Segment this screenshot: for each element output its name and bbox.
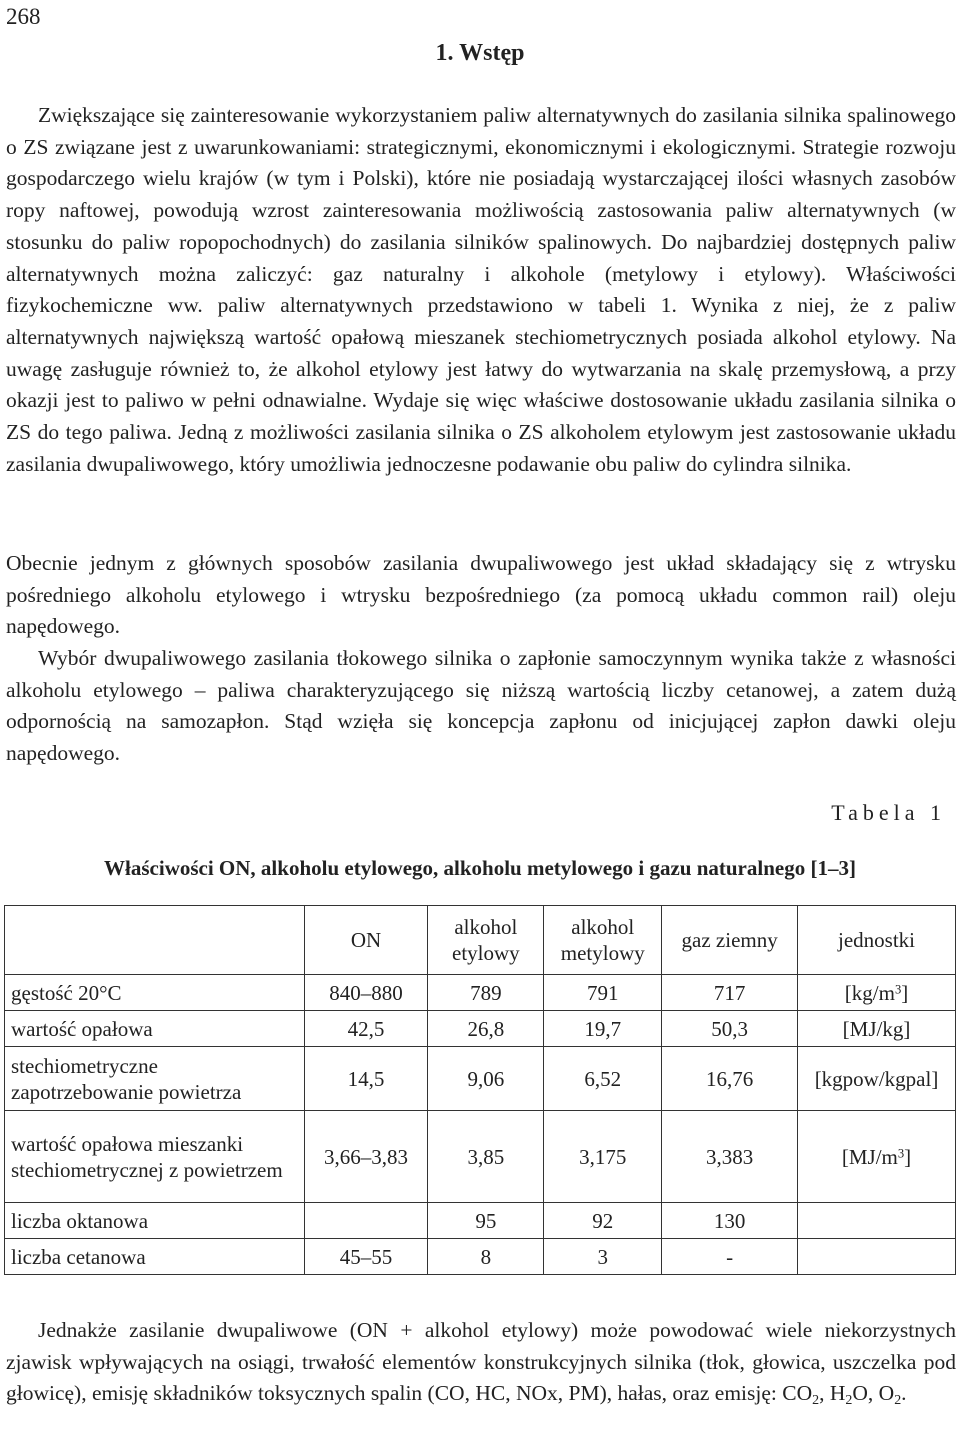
cell-on: 42,5	[304, 1011, 428, 1047]
table-row	[5, 1111, 956, 1203]
cell-on: 840–880	[304, 975, 428, 1011]
header-cell: alkohol metylowy	[544, 906, 662, 975]
header-cell: jednostki	[798, 906, 956, 975]
row-label: gęstość 20°C	[5, 975, 305, 1011]
cell-unit	[798, 1239, 956, 1275]
unit-sup: 3	[894, 982, 902, 997]
cell-unit	[798, 1111, 956, 1203]
unit-end: ]	[901, 980, 909, 1005]
table-caption: Właściwości ON, alkoholu etylowego, alkoholu metylowego i gazu naturalnego [1–3]	[104, 856, 856, 880]
paragraph-3: Wybór dwupaliwowego zasilania tłokowego silnika o zapłonie samoczynnym wynika także z własności alkoholu etylowego – paliwa charakteryzującego się niższą wartością liczby cetanowej, a zatem dużą odpornością na samozapłon. Stąd wzięła się koncepcja zapłonu od inicjującej zapłon dawki oleju napędowego.	[6, 646, 956, 766]
cell-methanol: 3,175	[544, 1111, 662, 1203]
cell-unit	[798, 975, 956, 1011]
cell-unit: [kgpow/kgpal]	[798, 1047, 956, 1111]
cell-methanol: 3	[544, 1239, 662, 1275]
cell-ethanol: 95	[428, 1203, 544, 1239]
table-row	[5, 1239, 956, 1275]
cell-gas: 717	[662, 975, 798, 1011]
row-label: wartość opałowa	[5, 1011, 305, 1047]
cell-ethanol: 8	[428, 1239, 544, 1275]
paragraph-4	[6, 1315, 956, 1417]
cell-ethanol: 3,85	[428, 1111, 544, 1203]
cell-gas: 3,383	[662, 1111, 798, 1203]
table-row	[5, 1011, 956, 1047]
paragraph-4-mid2: O, O	[852, 1381, 895, 1406]
cell-ethanol: 789	[428, 975, 544, 1011]
cell-gas: 50,3	[662, 1011, 798, 1047]
row-label: stechiometryczne zapotrzebowanie powietrza	[5, 1047, 305, 1111]
header-cell	[5, 906, 305, 975]
paragraph-2: Obecnie jednym z głównych sposobów zasilania dwupaliwowego jest układ składający się z wtrysku pośredniego alkoholu etylowego i wtrysku bezpośredniego (za pomocą układu common rail) oleju napędowego.	[6, 551, 956, 639]
cell-gas: 130	[662, 1203, 798, 1239]
unit-sup: 3	[897, 1146, 905, 1161]
cell-on: 45–55	[304, 1239, 428, 1275]
cell-ethanol: 9,06	[428, 1047, 544, 1111]
unit-text: [kg/m	[844, 980, 895, 1005]
row-label: liczba oktanowa	[5, 1203, 305, 1239]
cell-methanol: 92	[544, 1203, 662, 1239]
cell-on: 14,5	[304, 1047, 428, 1111]
cell-gas: 16,76	[662, 1047, 798, 1111]
co2-subscript: 2	[812, 1393, 820, 1409]
h2o-subscript: 2	[845, 1393, 853, 1409]
page-number: 268	[6, 4, 41, 29]
cell-ethanol: 26,8	[428, 1011, 544, 1047]
o2-subscript: 2	[894, 1393, 902, 1409]
cell-unit: [MJ/kg]	[798, 1011, 956, 1047]
cell-gas: -	[662, 1239, 798, 1275]
table-row	[5, 975, 956, 1011]
cell-methanol: 6,52	[544, 1047, 662, 1111]
header-cell: gaz ziemny	[662, 906, 798, 975]
paragraph-1: Zwiększające się zainteresowanie wykorzystaniem paliw alternatywnych do zasilania silnika spalinowego o ZS związane jest z uwarunkowaniami: strategicznymi, ekonomicznymi i ekologicznymi. Strategie rozwoju gospodarczego wielu krajów (w tym i Polski), które nie posiadają wystarczającej ilości własnych zasobów ropy naftowej, powodują wzrost zainteresowania możliwością zastosowania paliw alternatywnych (w stosunku do paliw ropopochodnych) do zasilania silników spalinowych. Do najbardziej dostępnych paliw alternatywnych można zaliczyć: gaz naturalny i alkohole (metylowy i etylowy). Właściwości fizykochemiczne ww. paliw alternatywnych przedstawiono w tabeli 1. Wynika z niej, że z paliw alternatywnych największą wartość opałową mieszanek stechiometrycznych posiada alkohol etylowy. Na uwagę zasługuje również to, że alkohol etylowy jest łatwy do wytwarzania na skalę przemysłową, a przy okazji jest to paliwo w pełni odnawialne. Wydaje się więc właściwe dostosowanie układu zasilania silnika o ZS do tego paliwa. Jedną z możliwości zasilania silnika o ZS alkoholem etylowym jest zastosowanie układu zasilania dwupaliwowego, który umożliwia jednoczesne podawanie obu paliw do cylindra silnika.	[6, 103, 956, 476]
header-cell: alkohol etylowy	[428, 906, 544, 975]
paragraph-4-mid1: , H	[819, 1381, 846, 1406]
unit-end: ]	[904, 1144, 912, 1169]
row-label: wartość opałowa mieszanki stechiometrycznej z powietrzem	[5, 1111, 305, 1203]
section-title: 1. Wstęp	[435, 40, 525, 66]
row-label: liczba cetanowa	[5, 1239, 305, 1275]
table-header-row	[5, 906, 956, 975]
paragraph-4-text: Jednakże zasilanie dwupaliwowe (ON + alkohol etylowy) może powodować wiele niekorzystnych zjawisk wpływających na osiągi, trwałość elementów konstrukcyjnych silnika (tłok, głowica, uszczelka pod głowicę), emisję składników toksycznych spalin (CO, HC, NOx, PM), hałas, oraz emisję: CO	[6, 1318, 956, 1406]
unit-text: [MJ/m	[841, 1144, 898, 1169]
properties-table	[4, 905, 956, 1275]
cell-methanol: 791	[544, 975, 662, 1011]
header-cell: ON	[304, 906, 428, 975]
table-row	[5, 1047, 956, 1111]
paragraph-4-end: .	[901, 1381, 907, 1406]
cell-on	[304, 1203, 428, 1239]
table-label: Tabela 1	[831, 800, 946, 825]
cell-methanol: 19,7	[544, 1011, 662, 1047]
cell-on: 3,66–3,83	[304, 1111, 428, 1203]
cell-unit	[798, 1203, 956, 1239]
table-row	[5, 1203, 956, 1239]
